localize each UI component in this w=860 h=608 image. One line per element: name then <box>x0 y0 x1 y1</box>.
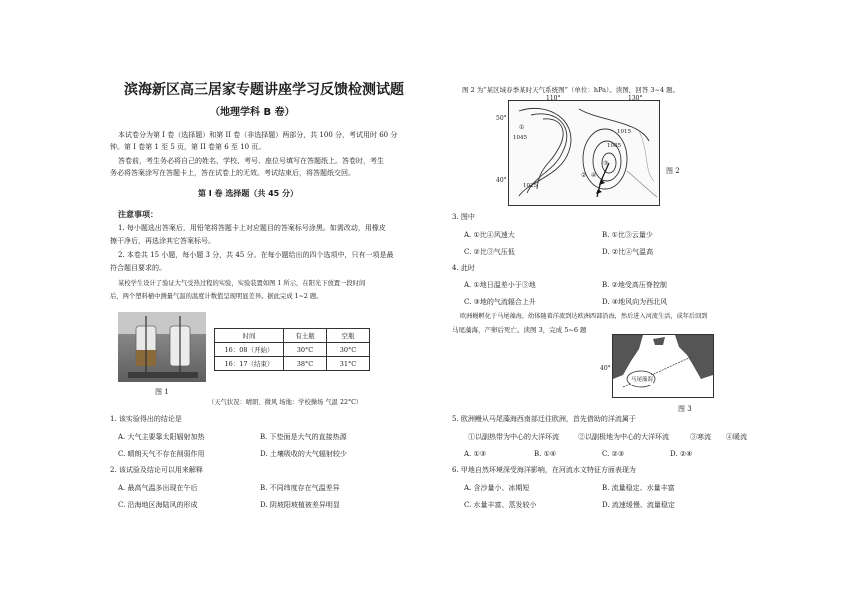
table-row <box>215 343 370 357</box>
answer-option[interactable]: D. ④地风向为西北风 <box>602 298 668 306</box>
table-header: 时间 <box>215 329 284 343</box>
notes-heading: 注意事项： <box>118 210 158 219</box>
question-stem: 2. 该试验及结论可以用来解释 <box>110 466 203 474</box>
longitude-label: 130° <box>628 95 643 102</box>
answer-option[interactable]: A. ①地日温差小于③地 <box>464 281 536 289</box>
bottles-illustration <box>118 312 206 382</box>
isobar-label: 1025 <box>523 183 537 189</box>
answer-option[interactable]: D. 流速缓慢、流量稳定 <box>602 501 675 509</box>
table-cell: 16：17（结束） <box>215 357 284 371</box>
latitude-label: 40° <box>496 177 507 184</box>
table-cell: 38°C <box>284 357 327 371</box>
fig2-caption: 图 2 <box>666 167 680 175</box>
isobar-label: 1015 <box>617 129 631 135</box>
intro-line: 答卷前，考生务必将自己的姓名、学校、考号、座位号填写在答题纸上。答卷时，考生 <box>118 157 384 165</box>
question-stem: 1. 该实验得出的结论是 <box>110 415 182 423</box>
table-header-row <box>215 329 370 343</box>
question-stem: 6. 甲地自然环境深受海洋影响，在河流水文特征方面表现为 <box>452 466 636 474</box>
answer-option[interactable]: A. 最高气温多出现在午后 <box>118 484 198 492</box>
answer-option[interactable]: C. ②比③气压低 <box>464 248 515 256</box>
question-stem: 3. 图中 <box>452 213 475 221</box>
sub-option: ②以副极地为中心的大洋环流 <box>578 433 669 441</box>
intro-line: 本试卷分为第 I 卷（选择题）和第 II 卷（非选择题）两部分，共 100 分，考试用时 60 分 <box>118 131 398 139</box>
point-label: ③ <box>603 160 609 167</box>
atlantic-map <box>612 334 714 398</box>
answer-option[interactable]: C. ③地的气流辐合上升 <box>464 298 536 306</box>
table-cell: 30°C <box>327 343 370 357</box>
latitude-label: 50° <box>496 115 507 122</box>
answer-option[interactable]: B. ①比③云量少 <box>602 231 653 239</box>
sargasso-label: 马尾藻海 <box>631 377 654 383</box>
point-label: ④ <box>591 172 597 179</box>
table-header: 有土瓶 <box>284 329 327 343</box>
longitude-label: 110° <box>546 95 561 102</box>
answer-option[interactable]: C. 沿海地区海陆风的形成 <box>118 501 198 509</box>
weather-map <box>508 100 660 206</box>
point-label: ① <box>519 124 525 131</box>
sub-option: ①以副热带为中心的大洋环流 <box>468 433 559 441</box>
sub-option: ③寒流 <box>690 433 711 441</box>
notes-line: 擦干净后，再选涂其它答案标号。 <box>110 237 215 245</box>
intro-line: 钟。第 I 卷第 1 至 5 页，第 II 卷第 6 至 10 页。 <box>110 143 266 151</box>
exam-title: 滨海新区高三居家专题讲座学习反馈检测试题 <box>124 82 404 98</box>
experiment-conditions: （天气状况：晴朗、微风 场地：学校操场 气温 22°C） <box>208 399 363 406</box>
table-cell: 16：08（开始） <box>215 343 284 357</box>
exam-subtitle: （地理学科 B 卷） <box>210 107 295 118</box>
notes-line: 符合题目要求的。 <box>110 264 166 272</box>
fig3-intro: 欧洲鳗孵化于马尾藻海，幼体随着洋流到达欧洲西部沿海，然后进入河流生活，成年后回到 <box>460 313 708 320</box>
isobar-label: 1005 <box>607 143 621 149</box>
point-label: ② <box>581 172 587 179</box>
intro-line: 务必将答案涂写在答题卡上，答在试卷上的无效。考试结束后，将答题纸交回。 <box>110 169 355 177</box>
latitude-label: 40° <box>600 365 611 372</box>
experiment-line: 某校学生设计了验证大气受热过程的实验，实验装置如图 1 所示，在阳光下放置一段时间 <box>118 280 366 287</box>
isobar-label: 1045 <box>513 135 527 141</box>
answer-option[interactable]: C. 水量丰富、蒸发较小 <box>464 501 537 509</box>
question-stem: 4. 此时 <box>452 264 475 272</box>
answer-option[interactable]: C. 晴朗天气不存在削弱作用 <box>118 450 205 458</box>
answer-option[interactable]: A. ①比④风速大 <box>464 231 515 239</box>
table-header: 空瓶 <box>327 329 370 343</box>
land-drawing <box>613 335 713 397</box>
section-heading: 第 I 卷 选择题（共 45 分） <box>198 189 299 198</box>
answer-option[interactable]: C. ②③ <box>602 450 625 458</box>
sub-option: ④暖流 <box>726 433 747 441</box>
notes-line: 1. 每小题选出答案后，用铅笔将答题卡上对应题目的答案标号涂黑。如需改动，用橡皮 <box>118 224 386 232</box>
answer-option[interactable]: B. 下垫面是大气的直接热源 <box>260 433 347 441</box>
answer-option[interactable]: D. 土壤吸收的大气辐射较少 <box>260 450 347 458</box>
table-cell: 31°C <box>327 357 370 371</box>
fig3-caption: 图 3 <box>678 405 692 413</box>
answer-option[interactable]: D. ②比④气温高 <box>602 248 654 256</box>
answer-option[interactable]: B. 流量稳定、水量丰富 <box>602 484 675 492</box>
fig3-intro: 马尾藻海，产卵后死亡。读图 3，完成 5~6 题 <box>452 326 587 334</box>
answer-option[interactable]: A. 大气主要靠太阳辐射加热 <box>118 433 205 441</box>
answer-option[interactable]: B. ②地受高压脊控制 <box>602 281 667 289</box>
experiment-line: 后，两个塑料桶中测量气温的温度计数值呈现明显差异。据此完成 1~2 题。 <box>110 293 323 300</box>
answer-option[interactable]: D. ②④ <box>670 450 693 458</box>
answer-option[interactable]: A. ①③ <box>464 450 487 458</box>
answer-option[interactable]: B. ①④ <box>534 450 557 458</box>
experiment-table <box>214 328 370 371</box>
answer-option[interactable]: A. 含沙量小、冰期短 <box>464 484 530 492</box>
fig2-intro: 图 2 为“某区域春季某时天气系统图”（单位：hPa）。读图，回答 3~4 题。 <box>462 86 680 94</box>
fig1-caption: 图 1 <box>155 388 169 396</box>
notes-line: 2. 本卷共 15 小题，每小题 3 分，共 45 分。在每小题给出的四个选项中，只有一项是最 <box>118 251 394 259</box>
answer-option[interactable]: B. 不同纬度存在气温差异 <box>260 484 340 492</box>
question-stem: 5. 欧洲鳗从马尾藻海西南部迁往欧洲，首先借助的洋流属于 <box>452 415 636 423</box>
experiment-photo <box>118 312 206 382</box>
answer-option[interactable]: D. 阴坡阳坡植被差异明显 <box>260 501 340 509</box>
table-cell: 30°C <box>284 343 327 357</box>
table-row <box>215 357 370 371</box>
